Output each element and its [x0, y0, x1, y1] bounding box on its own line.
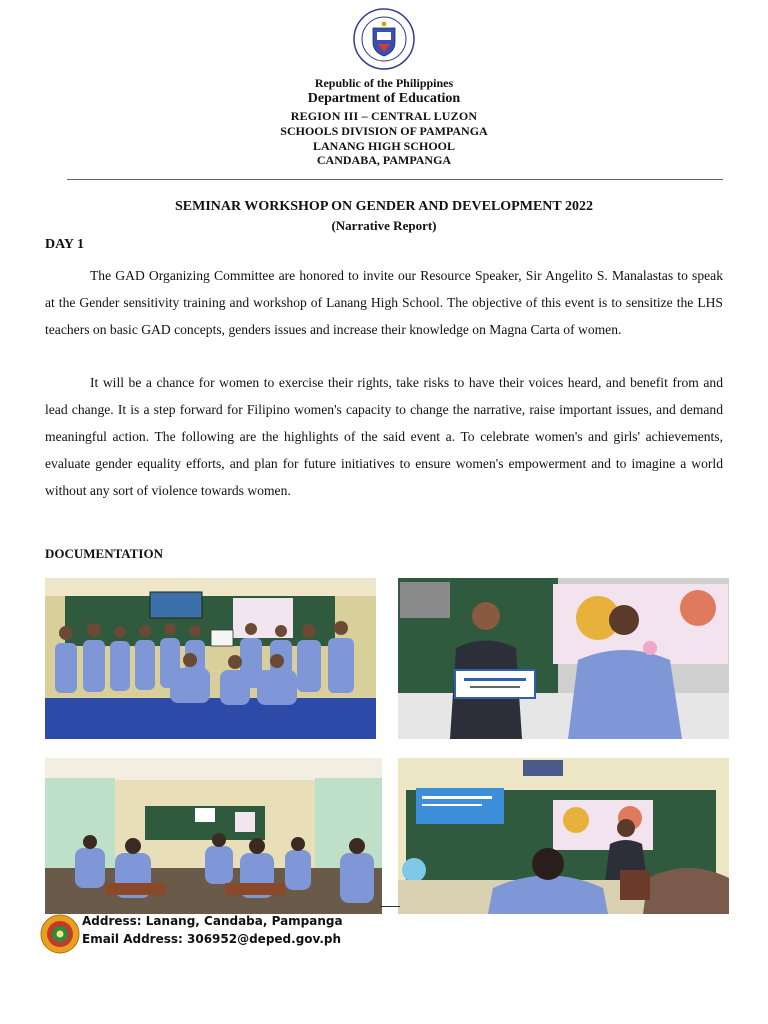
- header-republic: Republic of the Philippines: [314, 76, 454, 90]
- photo-group: [45, 578, 376, 739]
- photo-certificate: [398, 578, 729, 739]
- footer-email: Email Address: 306952@deped.gov.ph: [82, 932, 342, 946]
- footer-connector-line: [380, 906, 400, 907]
- report-subtitle: (Narrative Report): [331, 218, 437, 233]
- paragraph-1: The GAD Organizing Committee are honored to invite our Resource Speaker, Sir Angelito S. Manalastas to speak at the Gender sensitivity training and workshop of Lanang High School. The objective of this event is to sensitize the LHS teachers on basic GAD concepts, genders issues and increase their knowledge on Magna Carta of women.: [45, 268, 723, 337]
- header-department: Department of Education: [307, 91, 461, 106]
- photo-classroom: [45, 758, 382, 914]
- report-title: SEMINAR WORKSHOP ON GENDER AND DEVELOPMENT 2022: [175, 199, 593, 214]
- school-logo: [40, 914, 80, 954]
- footer-address: Address: Lanang, Candaba, Pampanga: [82, 914, 343, 928]
- header-school: LANANG HIGH SCHOOL: [312, 139, 456, 153]
- header-location: CANDABA, PAMPANGA: [316, 153, 452, 167]
- day-heading: DAY 1: [45, 237, 85, 252]
- header-divider: [67, 179, 723, 180]
- deped-seal-logo: [353, 8, 415, 70]
- paragraph-2: It will be a chance for women to exercise their rights, take risks to have their voices heard, and benefit from and lead change. It is a step forward for Filipino women's capacity to change the narrative, raise important issues, and demand meaningful action. The following are the highlights of the said event a. To celebrate women's and girls' achievements, evaluate gender equality efforts, and plan for future initiatives to ensure women's empowerment and to imagine a world without any sort of violence towards women.: [45, 375, 723, 498]
- photo-speaker: [398, 758, 729, 914]
- documentation-heading: DOCUMENTATION: [45, 546, 163, 561]
- header-region: REGION III – CENTRAL LUZON: [290, 109, 478, 123]
- header-division: SCHOOLS DIVISION OF PAMPANGA: [280, 124, 488, 138]
